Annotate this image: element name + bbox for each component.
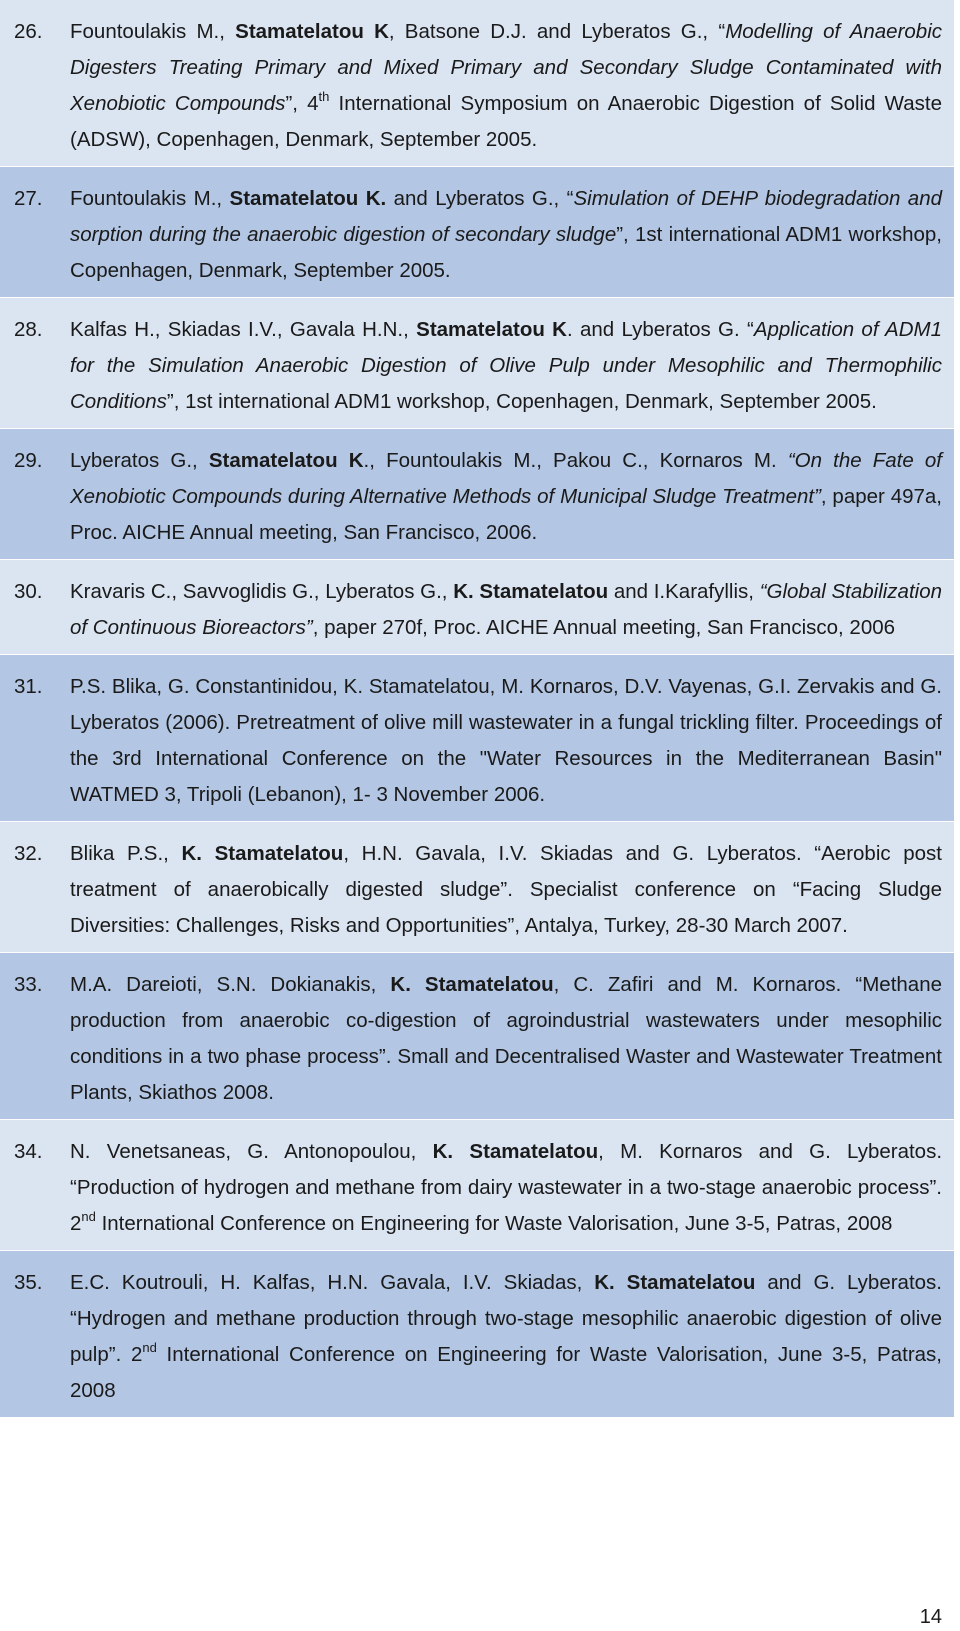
citation-text: K. Stamatelatou [390, 973, 554, 996]
citation-text: Stamatelatou K [416, 318, 567, 341]
citation-text: , paper 270f, Proc. AICHE Annual meeting, San Francisco, 2006 [312, 616, 896, 639]
citation-text: K. Stamatelatou [594, 1271, 756, 1294]
citation-text: “Global Stabilization of Continuous Bioreactors” [70, 580, 943, 639]
entry-number: 27. [14, 187, 43, 210]
citation-text: International Symposium on Anaerobic Digestion of Solid Waste (ADSW), Copenhagen, Denmark, September 2005. [70, 92, 943, 151]
citation-text: P.S. Blika, G. Constantinidou, K. Stamatelatou, M. Kornaros, D.V. Vayenas, G.I. Zervakis and G. Lyberatos (2006). Pretreatment of olive mill wastewater in a fungal trickling filter. Proceedings of the 3rd International Conference on the "Water Resources in the Mediterranean Basin" WATMED 3, Tripoli (Lebanon), 1- 3 November 2006. [70, 675, 942, 806]
citation-text: N. Venetsaneas, G. Antonopoulou, [70, 1140, 433, 1163]
citation-text: K. Stamatelatou [432, 1140, 599, 1163]
citation-text: Kravaris C., Savvoglidis G., Lyberatos G., [70, 580, 454, 603]
citation-text: ”, 1st international ADM1 workshop, Copenhagen, Denmark, September 2005. [70, 223, 942, 282]
citation-text: Kalfas H., Skiadas I.V., Gavala H.N., [70, 318, 417, 341]
entry-citation [70, 574, 942, 646]
entry-citation [70, 836, 942, 944]
citation-text: ., Fountoulakis M., Pakou C., Kornaros M. [363, 449, 788, 472]
citation-text: Stamatelatou K [208, 449, 364, 472]
citation-text: , C. Zafiri and M. Kornaros. “Methane production from anaerobic co-digestion of agroindustrial wastewaters under mesophilic conditions in a two phase process”. Small and Decentralised Waster and Wastewater Treatment Plants, Skiathos 2008. [70, 973, 942, 1104]
publication-entry [0, 560, 954, 655]
publication-entry [0, 298, 954, 429]
citation-text: International Conference on Engineering for Waste Valorisation, June 3-5, Patras, 2008 [70, 1343, 942, 1402]
page-number: 14 [919, 1606, 942, 1628]
entry-number: 34. [14, 1140, 43, 1163]
publication-entry [0, 0, 954, 167]
citation-text: Fountoulakis M., [70, 187, 230, 210]
citation-text: Fountoulakis M., [70, 20, 236, 43]
citation-text: ”, 1st international ADM1 workshop, Copenhagen, Denmark, September 2005. [166, 390, 877, 413]
citation-text: and G. Lyberatos. “Hydrogen and methane production through two-stage mesophilic anaerobic digestion of olive pulp”. 2 [70, 1271, 942, 1366]
superscript-text: nd [81, 1209, 96, 1224]
citation-text: , paper 497a, Proc. AICHE Annual meeting, San Francisco, 2006. [70, 485, 942, 544]
citation-text: M.A. Dareioti, S.N. Dokianakis, [70, 973, 391, 996]
publication-entry [0, 429, 954, 560]
entry-citation [70, 669, 942, 813]
entry-citation [70, 1134, 942, 1242]
entry-number: 29. [14, 449, 43, 472]
entry-citation [70, 443, 942, 551]
citation-text: Application of ADM1 for the Simulation Anaerobic Digestion of Olive Pulp under Mesophilic and Thermophilic Conditions [70, 318, 943, 413]
entry-number: 28. [14, 318, 43, 341]
entry-citation [70, 312, 942, 420]
entry-number: 31. [14, 675, 43, 698]
entry-citation [70, 1265, 942, 1409]
citation-text: E.C. Koutrouli, H. Kalfas, H.N. Gavala, I.V. Skiadas, [70, 1271, 595, 1294]
citation-text: K. Stamatelatou [181, 842, 344, 865]
citation-text: Blika P.S., [70, 842, 182, 865]
superscript-text: th [318, 89, 330, 104]
publication-entry [0, 822, 954, 953]
citation-text: “On the Fate of Xenobiotic Compounds during Alternative Methods of Municipal Sludge Treatment” [70, 449, 943, 508]
entry-number: 32. [14, 842, 43, 865]
citation-text: Stamatelatou K [235, 20, 389, 43]
publication-entry [0, 1251, 954, 1418]
citation-text: , M. Kornaros and G. Lyberatos. “Production of hydrogen and methane from dairy wastewater in a two-stage anaerobic process”. 2 [70, 1140, 943, 1235]
publication-entry [0, 167, 954, 298]
entry-number: 35. [14, 1271, 43, 1294]
citation-text: ”, 4 [285, 92, 319, 115]
superscript-text: nd [142, 1340, 157, 1355]
entry-citation [70, 181, 942, 289]
entry-citation [70, 14, 942, 158]
citation-text: Lyberatos G., [70, 449, 209, 472]
citation-text: K. Stamatelatou [453, 580, 609, 603]
citation-text: and I.Karafyllis, [608, 580, 760, 603]
citation-text: , H.N. Gavala, I.V. Skiadas and G. Lyberatos. “Aerobic post treatment of anaerobically digested sludge”. Specialist conference on “Facing Sludge Diversities: Challenges, Risks and Opportunities”, Antalya, Turkey, 28-30 March 2007. [70, 842, 943, 937]
entry-number: 30. [14, 580, 43, 603]
publication-entry [0, 1120, 954, 1251]
citation-text: , Batsone D.J. and Lyberatos G., “ [388, 20, 726, 43]
citation-text: Stamatelatou K. [229, 187, 387, 210]
publication-entry [0, 953, 954, 1120]
publication-entry [0, 655, 954, 822]
entry-number: 33. [14, 973, 43, 996]
entry-number: 26. [14, 20, 43, 43]
citation-text: Modelling of Anaerobic Digesters Treating Primary and Mixed Primary and Secondary Sludge Contaminated with Xenobiotic Compounds [70, 20, 943, 115]
citation-text: Simulation of DEHP biodegradation and sorption during the anaerobic digestion of secondary sludge [70, 187, 943, 246]
entry-citation [70, 967, 942, 1111]
citation-text: . and Lyberatos G. “ [566, 318, 754, 341]
citation-text: and Lyberatos G., “ [386, 187, 574, 210]
citation-text: International Conference on Engineering for Waste Valorisation, June 3-5, Patras, 2008 [95, 1212, 893, 1235]
